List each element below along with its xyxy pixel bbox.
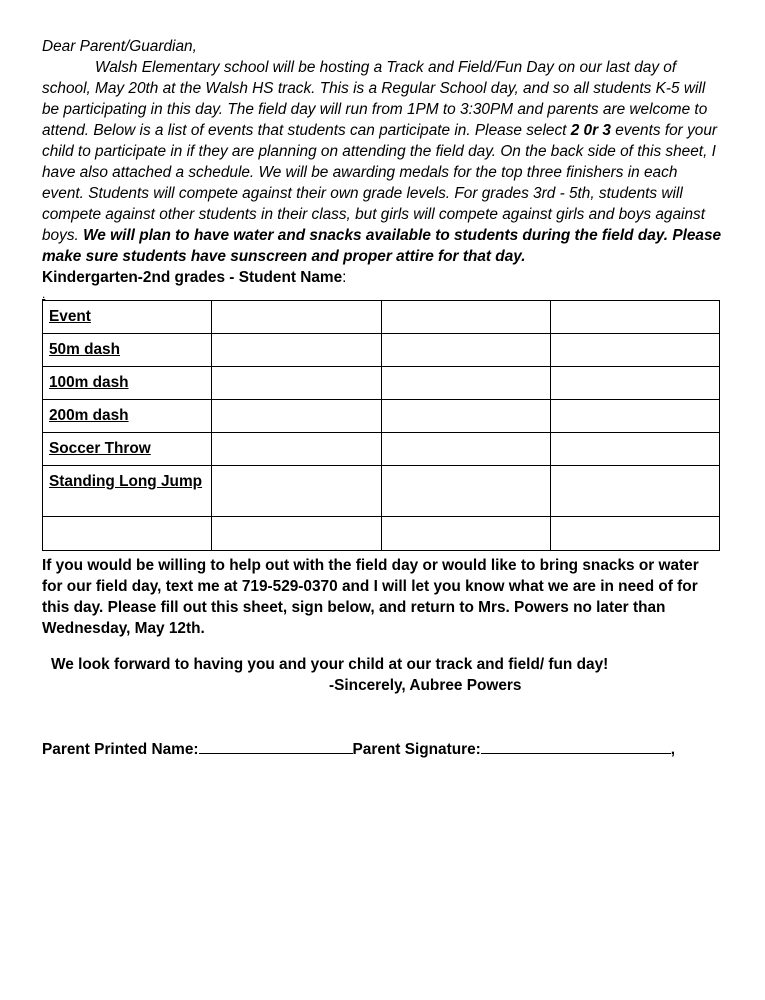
table-cell[interactable] (212, 301, 381, 334)
student-name-label: Kindergarten-2nd grades - Student Name (42, 269, 343, 286)
signature-row (42, 739, 722, 760)
table-cell[interactable] (550, 517, 719, 551)
table-cell[interactable] (381, 334, 550, 367)
table-cell[interactable] (381, 517, 550, 551)
table-cell[interactable] (212, 334, 381, 367)
letter-body (42, 36, 722, 267)
signature-label: Parent Signature: (352, 741, 481, 758)
student-name-line (42, 267, 722, 288)
student-name-colon: : (342, 269, 347, 286)
table-cell[interactable] (550, 433, 719, 466)
event-100m-dash: 100m dash (43, 367, 212, 400)
event-standing-long-jump: Standing Long Jump (43, 466, 212, 517)
table-cell[interactable] (212, 517, 381, 551)
student-name-field[interactable]: . (42, 287, 46, 301)
table-cell[interactable] (550, 334, 719, 367)
table-row (43, 301, 720, 334)
table-cell[interactable] (550, 367, 719, 400)
signature-end-mark: , (670, 741, 676, 758)
table-cell[interactable] (550, 301, 719, 334)
event-50m-dash: 50m dash (43, 334, 212, 367)
printed-name-label: Parent Printed Name: (42, 741, 199, 758)
sign-off: -Sincerely, Aubree Powers (329, 677, 522, 694)
table-cell[interactable] (381, 400, 550, 433)
closing-text: We look forward to having you and your child at our track and field/ fun day! (51, 656, 609, 673)
table-cell[interactable] (381, 433, 550, 466)
table-cell[interactable] (381, 367, 550, 400)
events-table (42, 300, 720, 551)
table-cell[interactable] (212, 367, 381, 400)
body-text-1: Walsh Elementary school will be hosting a Track and Field/Fun Day on our last day of school, May 20th at the Walsh HS track. This is a Regular School day, and so all students K-5 will be participating in this day. The field day will run from 1PM to 3:30PM and parents are welcome to attend. Below is a list of events that students can participate in. Please select (42, 59, 708, 139)
table-cell[interactable] (43, 517, 212, 551)
table-cell[interactable] (212, 466, 381, 517)
table-cell[interactable] (212, 433, 381, 466)
letter-page (42, 36, 722, 760)
event-200m-dash: 200m dash (43, 400, 212, 433)
table-cell[interactable] (381, 301, 550, 334)
table-row (43, 517, 720, 551)
table-cell[interactable] (381, 466, 550, 517)
table-row (43, 334, 720, 367)
signature-field[interactable] (481, 739, 671, 754)
event-count: 2 0r 3 (570, 122, 611, 139)
table-row (43, 367, 720, 400)
body-text-2: events for your child to participate in if they are planning on attending the field day. On the back side of this sheet, I have also attached a schedule. We will be awarding medals for the top three finishers in each event. Students will compete against their own grade levels. For grades 3rd - 5th, students will compete against other students in their class, but girls will compete against girls and boys against boys. (42, 122, 718, 244)
table-row (43, 433, 720, 466)
table-cell[interactable] (550, 400, 719, 433)
salutation: Dear Parent/Guardian, (42, 38, 197, 55)
event-header: Event (43, 301, 212, 334)
event-soccer-throw: Soccer Throw (43, 433, 212, 466)
table-row (43, 466, 720, 517)
table-row (43, 400, 720, 433)
table-cell[interactable] (212, 400, 381, 433)
printed-name-field[interactable] (199, 739, 353, 754)
table-cell[interactable] (550, 466, 719, 517)
help-text: If you would be willing to help out with the field day or would like to bring snacks or water for our field day, text me at 719-529-0370 and I will let you know what we are in need of for this day. Please fill out this sheet, sign below, and return to Mrs. Powers no later than Wednesday, May 12th. (42, 557, 699, 637)
snacks-notice: We will plan to have water and snacks available to students during the field day. Please make sure students have sunscreen and proper attire for that day. (42, 227, 722, 265)
